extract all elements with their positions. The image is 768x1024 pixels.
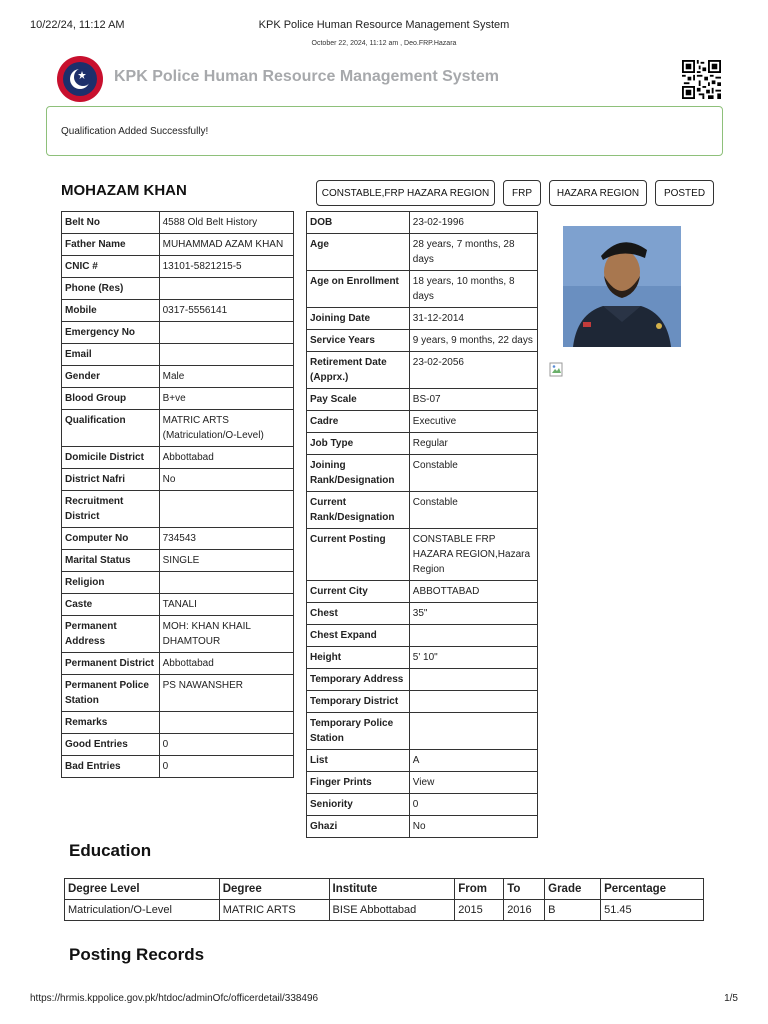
- field-label: Chest: [307, 603, 410, 625]
- print-title: KPK Police Human Resource Management System: [258, 19, 510, 31]
- info-row-recruitment-district: [62, 491, 294, 528]
- field-label: Joining Date: [307, 308, 410, 330]
- field-label: Finger Prints: [307, 772, 410, 794]
- info-row-bad-entries: [62, 756, 294, 778]
- field-label: Current City: [307, 581, 410, 603]
- field-value: A: [409, 750, 537, 772]
- info-row-chest-expand: [307, 625, 538, 647]
- field-value: SINGLE: [159, 550, 293, 572]
- column-header: Institute: [329, 879, 455, 900]
- field-label: CNIC #: [62, 256, 160, 278]
- kpk-police-logo-icon[interactable]: [57, 56, 103, 102]
- field-value: [159, 572, 293, 594]
- field-label: Mobile: [62, 300, 160, 322]
- info-row-blood-group: [62, 388, 294, 410]
- alert-message: Qualification Added Successfully!: [61, 126, 209, 137]
- info-row-age: [307, 234, 538, 271]
- column-header: To: [504, 879, 545, 900]
- success-alert: [46, 106, 723, 156]
- field-value: [159, 344, 293, 366]
- info-row-list: [307, 750, 538, 772]
- education-heading: Education: [69, 841, 152, 860]
- table-cell: 2016: [504, 900, 545, 921]
- field-label: Retirement Date (Apprx.): [307, 352, 410, 389]
- field-value: Constable: [409, 455, 537, 492]
- field-value: MUHAMMAD AZAM KHAN: [159, 234, 293, 256]
- field-value: Abbottabad: [159, 447, 293, 469]
- info-row-permanent-address: [62, 616, 294, 653]
- table-row: [65, 900, 704, 921]
- field-label: Recruitment District: [62, 491, 160, 528]
- field-label: Current Rank/Designation: [307, 492, 410, 529]
- service-info-table: [306, 211, 538, 838]
- field-label: Height: [307, 647, 410, 669]
- info-row-temporary-police-station: [307, 713, 538, 750]
- badge-region[interactable]: HAZARA REGION: [549, 180, 647, 206]
- info-row-service-years: [307, 330, 538, 352]
- field-label: Religion: [62, 572, 160, 594]
- table-cell: BISE Abbottabad: [329, 900, 455, 921]
- officer-photo-image: [563, 226, 681, 347]
- education-table: [64, 878, 704, 921]
- field-value: BS-07: [409, 389, 537, 411]
- info-row-permanent-district: [62, 653, 294, 675]
- info-row-height: [307, 647, 538, 669]
- field-value: 0: [409, 794, 537, 816]
- field-value: [159, 322, 293, 344]
- info-row-caste: [62, 594, 294, 616]
- info-row-religion: [62, 572, 294, 594]
- field-label: Temporary Address: [307, 669, 410, 691]
- field-value: 28 years, 7 months, 28 days: [409, 234, 537, 271]
- field-value: Regular: [409, 433, 537, 455]
- field-label: Permanent Police Station: [62, 675, 160, 712]
- field-label: Qualification: [62, 410, 160, 447]
- info-row-current-posting: [307, 529, 538, 581]
- field-value: CONSTABLE FRP HAZARA REGION,Hazara Region: [409, 529, 537, 581]
- column-header: Degree Level: [65, 879, 220, 900]
- table-cell: 51.45: [601, 900, 704, 921]
- field-value: MATRIC ARTS (Matriculation/O-Level): [159, 410, 293, 447]
- officer-name: MOHAZAM KHAN: [61, 182, 187, 199]
- field-value: 18 years, 10 months, 8 days: [409, 271, 537, 308]
- info-row-computer-no: [62, 528, 294, 550]
- info-row-permanent-police-station: [62, 675, 294, 712]
- info-row-remarks: [62, 712, 294, 734]
- field-value: No: [159, 469, 293, 491]
- field-label: Bad Entries: [62, 756, 160, 778]
- field-value: 734543: [159, 528, 293, 550]
- field-label: Computer No: [62, 528, 160, 550]
- crescent-star-icon: [67, 66, 93, 92]
- session-info: October 22, 2024, 11:12 am , Deo.FRP.Hazara: [311, 40, 457, 47]
- info-row-email: [62, 344, 294, 366]
- page-number: 1/5: [724, 993, 738, 1004]
- field-value: [409, 625, 537, 647]
- field-label: Pay Scale: [307, 389, 410, 411]
- field-value: [159, 712, 293, 734]
- field-label: DOB: [307, 212, 410, 234]
- field-label: District Nafri: [62, 469, 160, 491]
- field-label: Domicile District: [62, 447, 160, 469]
- info-row-marital-status: [62, 550, 294, 572]
- field-label: Temporary Police Station: [307, 713, 410, 750]
- print-datetime: 10/22/24, 11:12 AM: [30, 19, 125, 31]
- field-label: Joining Rank/Designation: [307, 455, 410, 492]
- info-row-mobile: [62, 300, 294, 322]
- info-row-phone-res: [62, 278, 294, 300]
- field-value: Male: [159, 366, 293, 388]
- column-header: Grade: [545, 879, 601, 900]
- field-label: Seniority: [307, 794, 410, 816]
- field-value: PS NAWANSHER: [159, 675, 293, 712]
- field-label: Permanent District: [62, 653, 160, 675]
- info-row-father-name: [62, 234, 294, 256]
- field-value: 23-02-2056: [409, 352, 537, 389]
- field-value: Abbottabad: [159, 653, 293, 675]
- field-value[interactable]: 4588 Old Belt History: [159, 212, 293, 234]
- info-row-qualification: [62, 410, 294, 447]
- field-value[interactable]: View: [409, 772, 537, 794]
- app-title[interactable]: KPK Police Human Resource Management System: [114, 68, 500, 85]
- table-cell: MATRIC ARTS: [219, 900, 329, 921]
- field-label: List: [307, 750, 410, 772]
- info-row-district-nafri: [62, 469, 294, 491]
- field-value: ABBOTTABAD: [409, 581, 537, 603]
- info-row-job-type: [307, 433, 538, 455]
- info-row-seniority: [307, 794, 538, 816]
- field-value: 35": [409, 603, 537, 625]
- field-label: Belt No: [62, 212, 160, 234]
- info-row-belt-no: [62, 212, 294, 234]
- field-label: Ghazi: [307, 816, 410, 838]
- table-cell: 2015: [455, 900, 504, 921]
- field-label: Good Entries: [62, 734, 160, 756]
- field-value: 0: [159, 756, 293, 778]
- field-value: 9 years, 9 months, 22 days: [409, 330, 537, 352]
- posting-records-heading: Posting Records: [69, 945, 205, 964]
- personal-info-table: [61, 211, 294, 778]
- badge-designation[interactable]: CONSTABLE,FRP HAZARA REGION: [316, 180, 495, 206]
- info-row-domicile-district: [62, 447, 294, 469]
- column-header: Degree: [219, 879, 329, 900]
- info-row-temporary-district: [307, 691, 538, 713]
- field-value: Executive: [409, 411, 537, 433]
- info-row-temporary-address: [307, 669, 538, 691]
- field-label: Age on Enrollment: [307, 271, 410, 308]
- info-row-pay-scale: [307, 389, 538, 411]
- field-label: Chest Expand: [307, 625, 410, 647]
- column-header: Percentage: [601, 879, 704, 900]
- info-row-dob: [307, 212, 538, 234]
- field-label: Age: [307, 234, 410, 271]
- field-label: Current Posting: [307, 529, 410, 581]
- field-value: [409, 691, 537, 713]
- field-value: TANALI: [159, 594, 293, 616]
- badge-status[interactable]: POSTED: [655, 180, 714, 206]
- field-value: 5' 10": [409, 647, 537, 669]
- column-header: From: [455, 879, 504, 900]
- field-value: [159, 491, 293, 528]
- field-label: Email: [62, 344, 160, 366]
- table-cell: Matriculation/O-Level: [65, 900, 220, 921]
- field-label: Permanent Address: [62, 616, 160, 653]
- field-value: B+ve: [159, 388, 293, 410]
- qr-code-icon: [682, 60, 721, 99]
- field-label: Remarks: [62, 712, 160, 734]
- info-row-cnic: [62, 256, 294, 278]
- info-row-current-city: [307, 581, 538, 603]
- field-value: 0: [159, 734, 293, 756]
- field-value: [409, 669, 537, 691]
- info-row-gender: [62, 366, 294, 388]
- info-row-emergency-no: [62, 322, 294, 344]
- field-label: Cadre: [307, 411, 410, 433]
- info-row-retirement-date-apprx: [307, 352, 538, 389]
- field-value: [409, 713, 537, 750]
- field-label: Blood Group: [62, 388, 160, 410]
- field-label: Service Years: [307, 330, 410, 352]
- badge-unit[interactable]: FRP: [503, 180, 541, 206]
- info-row-ghazi: [307, 816, 538, 838]
- info-row-joining-rank-designation: [307, 455, 538, 492]
- field-value: Constable: [409, 492, 537, 529]
- field-label: Marital Status: [62, 550, 160, 572]
- field-value: 13101-5821215-5: [159, 256, 293, 278]
- info-row-chest: [307, 603, 538, 625]
- info-row-current-rank-designation: [307, 492, 538, 529]
- page-url[interactable]: https://hrmis.kppolice.gov.pk/htdoc/adminOfc/officerdetail/338496: [30, 993, 319, 1004]
- officer-photo: [563, 226, 681, 347]
- field-value: 31-12-2014: [409, 308, 537, 330]
- field-label: Job Type: [307, 433, 410, 455]
- field-label: Caste: [62, 594, 160, 616]
- field-value: 0317-5556141: [159, 300, 293, 322]
- info-row-finger-prints: [307, 772, 538, 794]
- field-label: Gender: [62, 366, 160, 388]
- broken-image-icon: [549, 362, 565, 378]
- field-value: MOH: KHAN KHAIL DHAMTOUR: [159, 616, 293, 653]
- field-value: 23-02-1996: [409, 212, 537, 234]
- field-label: Father Name: [62, 234, 160, 256]
- info-row-good-entries: [62, 734, 294, 756]
- field-label: Phone (Res): [62, 278, 160, 300]
- field-label: Temporary District: [307, 691, 410, 713]
- field-value: [159, 278, 293, 300]
- info-row-age-on-enrollment: [307, 271, 538, 308]
- info-row-cadre: [307, 411, 538, 433]
- field-label: Emergency No: [62, 322, 160, 344]
- field-value: No: [409, 816, 537, 838]
- info-row-joining-date: [307, 308, 538, 330]
- table-cell: B: [545, 900, 601, 921]
